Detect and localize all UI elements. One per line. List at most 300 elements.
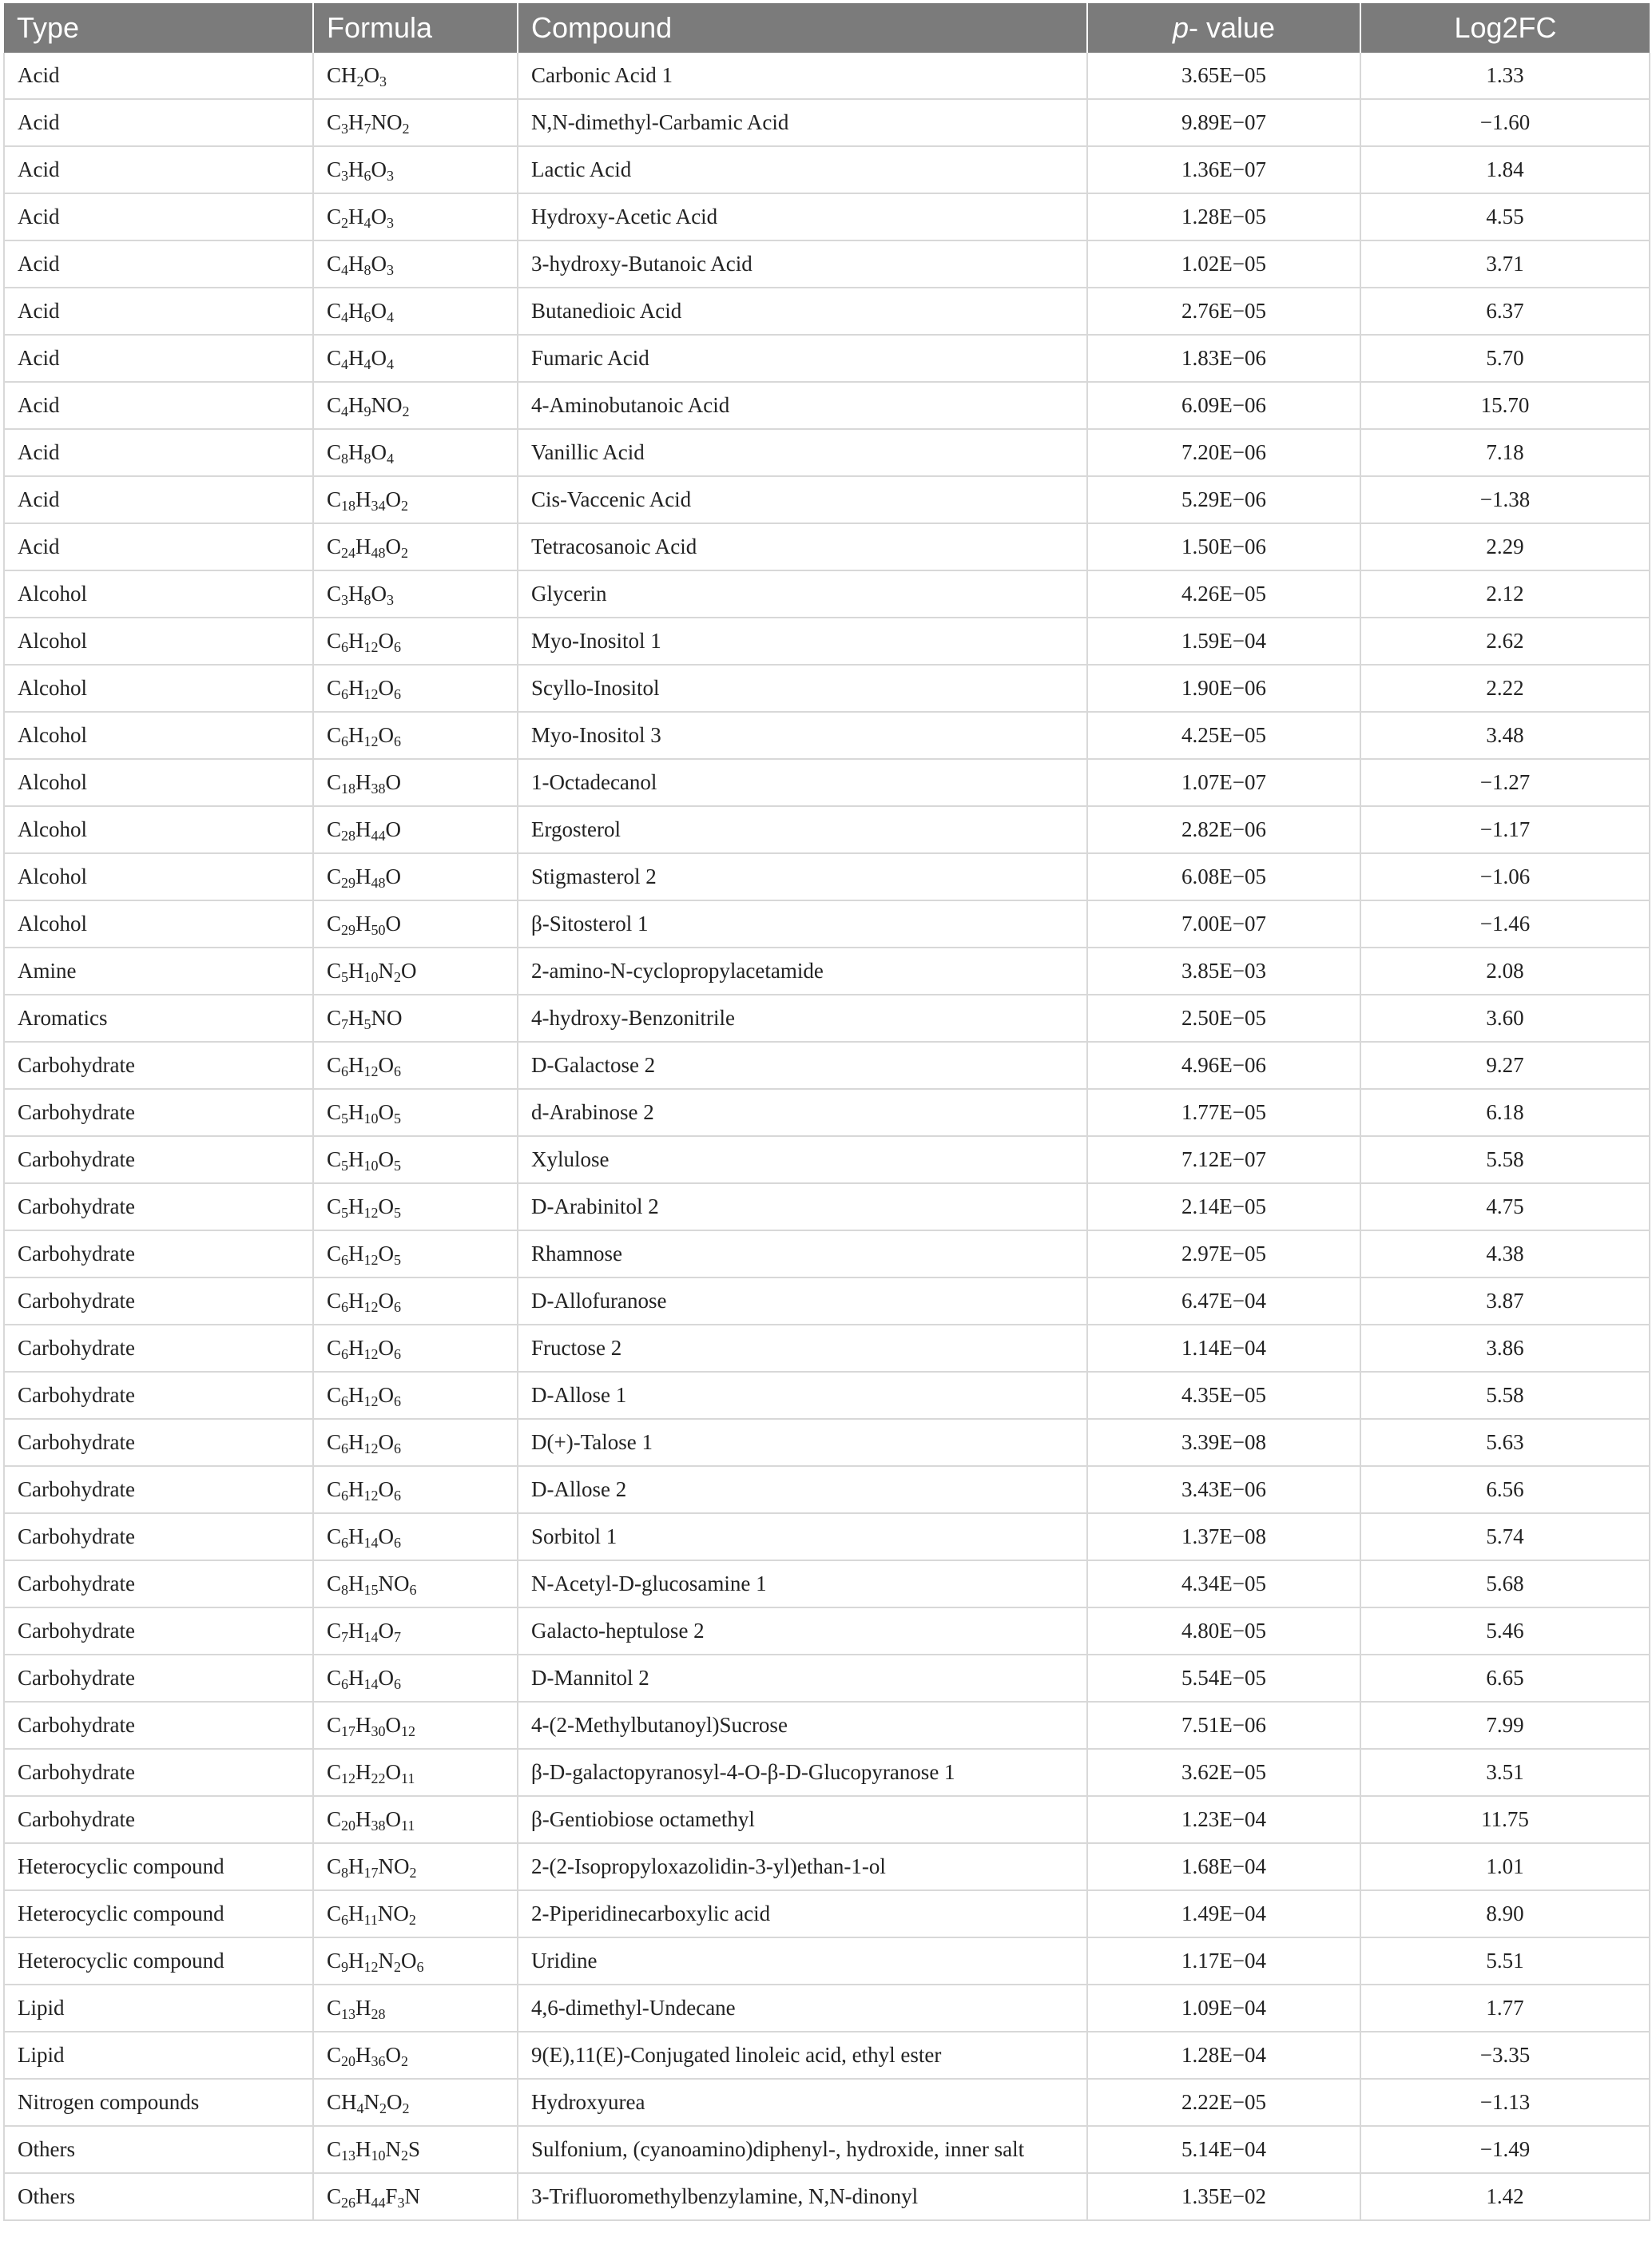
cell-formula xyxy=(313,570,518,618)
formula-text: $C_9H_{12}N_2O_6$ xyxy=(327,1949,424,1975)
cell-type: Lipid xyxy=(4,2032,313,2079)
cell-compound: D(+)-Talose 1 xyxy=(518,1419,1087,1466)
table-row xyxy=(4,618,1650,665)
table-row xyxy=(4,53,1650,99)
cell-compound: Butanedioic Acid xyxy=(518,288,1087,335)
cell-log2fc: 7.18 xyxy=(1360,429,1650,476)
cell-compound: Rhamnose xyxy=(518,1230,1087,1277)
cell-formula xyxy=(313,1655,518,1702)
cell-log2fc: −3.35 xyxy=(1360,2032,1650,2079)
cell-log2fc: −1.13 xyxy=(1360,2079,1650,2126)
cell-type: Carbohydrate xyxy=(4,1089,313,1136)
cell-type: Acid xyxy=(4,193,313,240)
cell-p-value: 1.23E−04 xyxy=(1087,1796,1360,1843)
cell-compound: 2-(2-Isopropyloxazolidin-3-yl)ethan-1-ol xyxy=(518,1843,1087,1890)
cell-p-value: 7.51E−06 xyxy=(1087,1702,1360,1749)
table-row xyxy=(4,1607,1650,1655)
formula-text: $C_6H_{12}O_6$ xyxy=(327,723,402,749)
formula-text: $C_{28}H_{44}O$ xyxy=(327,817,402,844)
cell-p-value: 1.59E−04 xyxy=(1087,618,1360,665)
cell-p-value: 1.02E−05 xyxy=(1087,240,1360,288)
cell-p-value: 7.12E−07 xyxy=(1087,1136,1360,1183)
header-formula: Formula xyxy=(313,3,518,53)
cell-type: Others xyxy=(4,2126,313,2173)
cell-log2fc: 5.58 xyxy=(1360,1136,1650,1183)
cell-formula xyxy=(313,853,518,900)
cell-log2fc: −1.60 xyxy=(1360,99,1650,146)
cell-log2fc: 3.48 xyxy=(1360,712,1650,759)
cell-log2fc: −1.49 xyxy=(1360,2126,1650,2173)
cell-formula xyxy=(313,2032,518,2079)
cell-compound: 4-(2-Methylbutanoyl)Sucrose xyxy=(518,1702,1087,1749)
formula-text: $C_6H_{12}O_6$ xyxy=(327,1336,402,1362)
table-row xyxy=(4,1843,1650,1890)
cell-log2fc: 5.58 xyxy=(1360,1372,1650,1419)
formula-text: $C_{29}H_{48}O$ xyxy=(327,864,402,891)
cell-p-value: 1.77E−05 xyxy=(1087,1089,1360,1136)
cell-compound: Lactic Acid xyxy=(518,146,1087,193)
table-row xyxy=(4,1372,1650,1419)
cell-formula xyxy=(313,900,518,948)
cell-compound: 2-amino-N-cyclopropylacetamide xyxy=(518,948,1087,995)
cell-log2fc: −1.38 xyxy=(1360,476,1650,523)
table-row xyxy=(4,476,1650,523)
formula-text: $C_{17}H_{30}O_{12}$ xyxy=(327,1713,416,1739)
formula-text: $C_6H_{12}O_5$ xyxy=(327,1242,402,1268)
cell-formula xyxy=(313,476,518,523)
cell-type: Carbohydrate xyxy=(4,1655,313,1702)
cell-log2fc: 6.18 xyxy=(1360,1089,1650,1136)
table-row xyxy=(4,2079,1650,2126)
cell-compound: Cis-Vaccenic Acid xyxy=(518,476,1087,523)
table-row xyxy=(4,1136,1650,1183)
cell-compound: Hydroxy-Acetic Acid xyxy=(518,193,1087,240)
cell-compound: Scyllo-Inositol xyxy=(518,665,1087,712)
cell-p-value: 5.14E−04 xyxy=(1087,2126,1360,2173)
cell-p-value: 4.25E−05 xyxy=(1087,712,1360,759)
cell-log2fc: 5.74 xyxy=(1360,1513,1650,1560)
cell-p-value: 2.50E−05 xyxy=(1087,995,1360,1042)
cell-compound: Stigmasterol 2 xyxy=(518,853,1087,900)
cell-log2fc: 6.56 xyxy=(1360,1466,1650,1513)
cell-compound: 1-Octadecanol xyxy=(518,759,1087,806)
cell-formula xyxy=(313,1890,518,1937)
formula-text: $C_{24}H_{48}O_2$ xyxy=(327,534,409,561)
table-row xyxy=(4,523,1650,570)
formula-text: $C_2H_4O_3$ xyxy=(327,205,395,231)
cell-formula xyxy=(313,2079,518,2126)
cell-formula xyxy=(313,1042,518,1089)
cell-type: Alcohol xyxy=(4,712,313,759)
table-row xyxy=(4,995,1650,1042)
formula-text: $C_5H_{10}O_5$ xyxy=(327,1100,402,1126)
cell-log2fc: 2.08 xyxy=(1360,948,1650,995)
cell-type: Carbohydrate xyxy=(4,1325,313,1372)
table-row xyxy=(4,1796,1650,1843)
cell-p-value: 1.50E−06 xyxy=(1087,523,1360,570)
formula-text: $C_{13}H_{28}$ xyxy=(327,1996,386,2022)
cell-log2fc: 3.71 xyxy=(1360,240,1650,288)
formula-text: $C_{13}H_{10}N_2S$ xyxy=(327,2137,421,2164)
cell-compound: D-Allofuranose xyxy=(518,1277,1087,1325)
cell-log2fc: 6.37 xyxy=(1360,288,1650,335)
formula-text: $C_{12}H_{22}O_{11}$ xyxy=(327,1760,415,1786)
cell-formula xyxy=(313,948,518,995)
table-row xyxy=(4,1560,1650,1607)
formula-text: $C_3H_6O_3$ xyxy=(327,157,395,184)
cell-type: Carbohydrate xyxy=(4,1136,313,1183)
formula-text: $C_3H_8O_3$ xyxy=(327,582,395,608)
formula-text: $C_6H_{12}O_6$ xyxy=(327,629,402,655)
cell-type: Alcohol xyxy=(4,570,313,618)
cell-p-value: 2.76E−05 xyxy=(1087,288,1360,335)
cell-log2fc: 11.75 xyxy=(1360,1796,1650,1843)
cell-p-value: 2.82E−06 xyxy=(1087,806,1360,853)
compound-table xyxy=(3,3,1650,2221)
cell-p-value: 2.97E−05 xyxy=(1087,1230,1360,1277)
cell-formula xyxy=(313,712,518,759)
cell-compound: D-Mannitol 2 xyxy=(518,1655,1087,1702)
cell-formula xyxy=(313,618,518,665)
cell-formula xyxy=(313,382,518,429)
cell-type: Carbohydrate xyxy=(4,1607,313,1655)
formula-text: $C_7H_{14}O_7$ xyxy=(327,1619,402,1645)
cell-type: Alcohol xyxy=(4,806,313,853)
cell-type: Lipid xyxy=(4,1985,313,2032)
cell-type: Heterocyclic compound xyxy=(4,1890,313,1937)
formula-text: $C_8H_{15}NO_6$ xyxy=(327,1572,417,1598)
cell-type: Acid xyxy=(4,523,313,570)
cell-p-value: 6.08E−05 xyxy=(1087,853,1360,900)
cell-type: Carbohydrate xyxy=(4,1372,313,1419)
cell-p-value: 1.37E−08 xyxy=(1087,1513,1360,1560)
cell-p-value: 1.49E−04 xyxy=(1087,1890,1360,1937)
formula-text: $C_6H_{12}O_6$ xyxy=(327,1477,402,1504)
cell-compound: 3-hydroxy-Butanoic Acid xyxy=(518,240,1087,288)
formula-text: $CH_4N_2O_2$ xyxy=(327,2090,410,2116)
cell-log2fc: 5.63 xyxy=(1360,1419,1650,1466)
formula-text: $C_6H_{12}O_6$ xyxy=(327,1430,402,1456)
table-row xyxy=(4,146,1650,193)
cell-compound: D-Allose 1 xyxy=(518,1372,1087,1419)
cell-compound: Fumaric Acid xyxy=(518,335,1087,382)
cell-formula xyxy=(313,1985,518,2032)
table-row xyxy=(4,1466,1650,1513)
cell-p-value: 1.09E−04 xyxy=(1087,1985,1360,2032)
cell-compound: Vanillic Acid xyxy=(518,429,1087,476)
cell-p-value: 5.54E−05 xyxy=(1087,1655,1360,1702)
cell-compound: N-Acetyl-D-glucosamine 1 xyxy=(518,1560,1087,1607)
table-row xyxy=(4,1702,1650,1749)
header-log2fc: Log2FC xyxy=(1360,3,1650,53)
cell-formula xyxy=(313,1749,518,1796)
header-row xyxy=(4,3,1650,53)
cell-log2fc: 6.65 xyxy=(1360,1655,1650,1702)
cell-formula xyxy=(313,99,518,146)
cell-formula xyxy=(313,806,518,853)
cell-p-value: 4.26E−05 xyxy=(1087,570,1360,618)
table-row xyxy=(4,2126,1650,2173)
cell-type: Carbohydrate xyxy=(4,1560,313,1607)
table-row xyxy=(4,1183,1650,1230)
header-p-rest: - value xyxy=(1188,11,1276,44)
cell-compound: Ergosterol xyxy=(518,806,1087,853)
cell-formula xyxy=(313,665,518,712)
cell-log2fc: 1.42 xyxy=(1360,2173,1650,2220)
cell-log2fc: 5.46 xyxy=(1360,1607,1650,1655)
cell-p-value: 2.14E−05 xyxy=(1087,1183,1360,1230)
cell-p-value: 4.34E−05 xyxy=(1087,1560,1360,1607)
cell-log2fc: −1.27 xyxy=(1360,759,1650,806)
cell-p-value: 7.20E−06 xyxy=(1087,429,1360,476)
cell-formula xyxy=(313,1372,518,1419)
cell-type: Carbohydrate xyxy=(4,1513,313,1560)
cell-log2fc: 2.22 xyxy=(1360,665,1650,712)
cell-compound: β-Sitosterol 1 xyxy=(518,900,1087,948)
cell-formula xyxy=(313,53,518,99)
table-row xyxy=(4,1655,1650,1702)
table-row xyxy=(4,1890,1650,1937)
table-row xyxy=(4,2032,1650,2079)
cell-type: Carbohydrate xyxy=(4,1796,313,1843)
formula-text: $C_8H_{17}NO_2$ xyxy=(327,1854,417,1881)
cell-type: Carbohydrate xyxy=(4,1419,313,1466)
cell-compound: 4-hydroxy-Benzonitrile xyxy=(518,995,1087,1042)
cell-compound: Glycerin xyxy=(518,570,1087,618)
cell-compound: 4-Aminobutanoic Acid xyxy=(518,382,1087,429)
formula-text: $C_6H_{14}O_6$ xyxy=(327,1524,402,1551)
cell-p-value: 1.35E−02 xyxy=(1087,2173,1360,2220)
cell-type: Alcohol xyxy=(4,900,313,948)
table-row xyxy=(4,665,1650,712)
cell-formula xyxy=(313,995,518,1042)
cell-p-value: 1.14E−04 xyxy=(1087,1325,1360,1372)
cell-type: Heterocyclic compound xyxy=(4,1843,313,1890)
formula-text: $C_5H_{10}N_2O$ xyxy=(327,959,417,985)
cell-type: Acid xyxy=(4,288,313,335)
cell-log2fc: 5.70 xyxy=(1360,335,1650,382)
cell-compound: Galacto-heptulose 2 xyxy=(518,1607,1087,1655)
cell-type: Acid xyxy=(4,429,313,476)
formula-text: $C_6H_{12}O_6$ xyxy=(327,1053,402,1079)
cell-formula xyxy=(313,429,518,476)
cell-log2fc: 5.68 xyxy=(1360,1560,1650,1607)
cell-p-value: 1.36E−07 xyxy=(1087,146,1360,193)
formula-text: $C_6H_{12}O_6$ xyxy=(327,1289,402,1315)
cell-p-value: 4.96E−06 xyxy=(1087,1042,1360,1089)
formula-text: $C_4H_9NO_2$ xyxy=(327,393,410,419)
table-row xyxy=(4,288,1650,335)
formula-text: $C_{29}H_{50}O$ xyxy=(327,912,402,938)
cell-compound: β-Gentiobiose octamethyl xyxy=(518,1796,1087,1843)
cell-log2fc: −1.06 xyxy=(1360,853,1650,900)
cell-log2fc: 7.99 xyxy=(1360,1702,1650,1749)
formula-text: $C_5H_{10}O_5$ xyxy=(327,1147,402,1174)
table-header xyxy=(4,3,1650,53)
cell-log2fc: 4.38 xyxy=(1360,1230,1650,1277)
cell-compound: Xylulose xyxy=(518,1136,1087,1183)
table-row xyxy=(4,570,1650,618)
cell-compound: Fructose 2 xyxy=(518,1325,1087,1372)
cell-log2fc: 3.60 xyxy=(1360,995,1650,1042)
cell-p-value: 1.28E−05 xyxy=(1087,193,1360,240)
table-body xyxy=(4,53,1650,2220)
cell-type: Acid xyxy=(4,146,313,193)
cell-p-value: 5.29E−06 xyxy=(1087,476,1360,523)
cell-formula xyxy=(313,2173,518,2220)
formula-text: $C_6H_{11}NO_2$ xyxy=(327,1901,416,1928)
cell-type: Alcohol xyxy=(4,618,313,665)
cell-compound: β-D-galactopyranosyl-4-O-β-D-Glucopyranose 1 xyxy=(518,1749,1087,1796)
cell-compound: Carbonic Acid 1 xyxy=(518,53,1087,99)
cell-log2fc: 1.33 xyxy=(1360,53,1650,99)
cell-type: Acid xyxy=(4,240,313,288)
formula-text: $C_{20}H_{38}O_{11}$ xyxy=(327,1807,415,1834)
cell-log2fc: 15.70 xyxy=(1360,382,1650,429)
cell-compound: Sorbitol 1 xyxy=(518,1513,1087,1560)
cell-p-value: 3.62E−05 xyxy=(1087,1749,1360,1796)
table-row xyxy=(4,1513,1650,1560)
cell-formula xyxy=(313,193,518,240)
cell-formula xyxy=(313,1513,518,1560)
cell-log2fc: 1.77 xyxy=(1360,1985,1650,2032)
cell-compound: Sulfonium, (cyanoamino)diphenyl-, hydroxide, inner salt xyxy=(518,2126,1087,2173)
formula-text: $C_8H_8O_4$ xyxy=(327,440,395,467)
cell-p-value: 3.43E−06 xyxy=(1087,1466,1360,1513)
cell-p-value: 3.85E−03 xyxy=(1087,948,1360,995)
header-compound: Compound xyxy=(518,3,1087,53)
cell-p-value: 9.89E−07 xyxy=(1087,99,1360,146)
cell-p-value: 1.90E−06 xyxy=(1087,665,1360,712)
cell-compound: 3-Trifluoromethylbenzylamine, N,N-dinonyl xyxy=(518,2173,1087,2220)
cell-log2fc: 5.51 xyxy=(1360,1937,1650,1985)
cell-type: Acid xyxy=(4,382,313,429)
cell-compound: Myo-Inositol 1 xyxy=(518,618,1087,665)
cell-log2fc: 4.75 xyxy=(1360,1183,1650,1230)
cell-type: Others xyxy=(4,2173,313,2220)
cell-formula xyxy=(313,1702,518,1749)
table-row xyxy=(4,1985,1650,2032)
cell-type: Heterocyclic compound xyxy=(4,1937,313,1985)
cell-type: Acid xyxy=(4,53,313,99)
cell-type: Acid xyxy=(4,476,313,523)
header-type: Type xyxy=(4,3,313,53)
cell-type: Alcohol xyxy=(4,665,313,712)
cell-formula xyxy=(313,759,518,806)
table-row xyxy=(4,382,1650,429)
cell-p-value: 4.35E−05 xyxy=(1087,1372,1360,1419)
table-row xyxy=(4,1325,1650,1372)
cell-type: Carbohydrate xyxy=(4,1749,313,1796)
cell-log2fc: 3.87 xyxy=(1360,1277,1650,1325)
cell-p-value: 6.09E−06 xyxy=(1087,382,1360,429)
cell-formula xyxy=(313,1466,518,1513)
formula-text: $C_4H_8O_3$ xyxy=(327,252,395,278)
cell-log2fc: 1.01 xyxy=(1360,1843,1650,1890)
cell-compound: d-Arabinose 2 xyxy=(518,1089,1087,1136)
cell-type: Acid xyxy=(4,99,313,146)
formula-text: $C_4H_6O_4$ xyxy=(327,299,395,325)
cell-compound: Hydroxyurea xyxy=(518,2079,1087,2126)
cell-formula xyxy=(313,1843,518,1890)
formula-text: $C_4H_4O_4$ xyxy=(327,346,395,372)
cell-p-value: 3.65E−05 xyxy=(1087,53,1360,99)
table-row xyxy=(4,429,1650,476)
header-p-value xyxy=(1087,3,1360,53)
formula-text: $C_7H_5NO$ xyxy=(327,1006,403,1032)
table-row xyxy=(4,1419,1650,1466)
cell-compound: D-Arabinitol 2 xyxy=(518,1183,1087,1230)
cell-compound: 2-Piperidinecarboxylic acid xyxy=(518,1890,1087,1937)
cell-p-value: 1.83E−06 xyxy=(1087,335,1360,382)
table-row xyxy=(4,1042,1650,1089)
cell-formula xyxy=(313,335,518,382)
cell-type: Alcohol xyxy=(4,759,313,806)
cell-formula xyxy=(313,288,518,335)
cell-compound: 4,6-dimethyl-Undecane xyxy=(518,1985,1087,2032)
formula-text: $C_{18}H_{34}O_2$ xyxy=(327,487,409,514)
cell-type: Carbohydrate xyxy=(4,1702,313,1749)
cell-formula xyxy=(313,1560,518,1607)
formula-text: $C_6H_{12}O_6$ xyxy=(327,1383,402,1409)
table-row xyxy=(4,853,1650,900)
cell-formula xyxy=(313,1230,518,1277)
table-row xyxy=(4,948,1650,995)
cell-formula xyxy=(313,1136,518,1183)
cell-formula xyxy=(313,1325,518,1372)
table-row xyxy=(4,335,1650,382)
cell-p-value: 1.68E−04 xyxy=(1087,1843,1360,1890)
cell-p-value: 1.17E−04 xyxy=(1087,1937,1360,1985)
table-row xyxy=(4,1749,1650,1796)
cell-type: Amine xyxy=(4,948,313,995)
cell-formula xyxy=(313,146,518,193)
table-row xyxy=(4,1089,1650,1136)
cell-formula xyxy=(313,1183,518,1230)
cell-type: Aromatics xyxy=(4,995,313,1042)
cell-type: Nitrogen compounds xyxy=(4,2079,313,2126)
cell-formula xyxy=(313,1607,518,1655)
cell-compound: Tetracosanoic Acid xyxy=(518,523,1087,570)
cell-log2fc: 3.86 xyxy=(1360,1325,1650,1372)
cell-log2fc: −1.17 xyxy=(1360,806,1650,853)
cell-compound: N,N-dimethyl-Carbamic Acid xyxy=(518,99,1087,146)
table-row xyxy=(4,759,1650,806)
table-row xyxy=(4,193,1650,240)
cell-compound: 9(E),11(E)-Conjugated linoleic acid, ethyl ester xyxy=(518,2032,1087,2079)
cell-type: Acid xyxy=(4,335,313,382)
cell-p-value: 7.00E−07 xyxy=(1087,900,1360,948)
cell-formula xyxy=(313,240,518,288)
cell-log2fc: 2.62 xyxy=(1360,618,1650,665)
cell-formula xyxy=(313,523,518,570)
cell-formula xyxy=(313,1419,518,1466)
cell-formula xyxy=(313,1089,518,1136)
formula-text: $CH_2O_3$ xyxy=(327,63,387,89)
cell-p-value: 2.22E−05 xyxy=(1087,2079,1360,2126)
cell-log2fc: 9.27 xyxy=(1360,1042,1650,1089)
formula-text: $C_{18}H_{38}O$ xyxy=(327,770,402,797)
formula-text: $C_3H_7NO_2$ xyxy=(327,110,410,137)
cell-compound: Uridine xyxy=(518,1937,1087,1985)
cell-log2fc: 2.29 xyxy=(1360,523,1650,570)
cell-formula xyxy=(313,1937,518,1985)
cell-type: Carbohydrate xyxy=(4,1466,313,1513)
formula-text: $C_{26}H_{44}F_3N$ xyxy=(327,2184,421,2211)
formula-text: $C_6H_{14}O_6$ xyxy=(327,1666,402,1692)
cell-p-value: 4.80E−05 xyxy=(1087,1607,1360,1655)
cell-p-value: 3.39E−08 xyxy=(1087,1419,1360,1466)
